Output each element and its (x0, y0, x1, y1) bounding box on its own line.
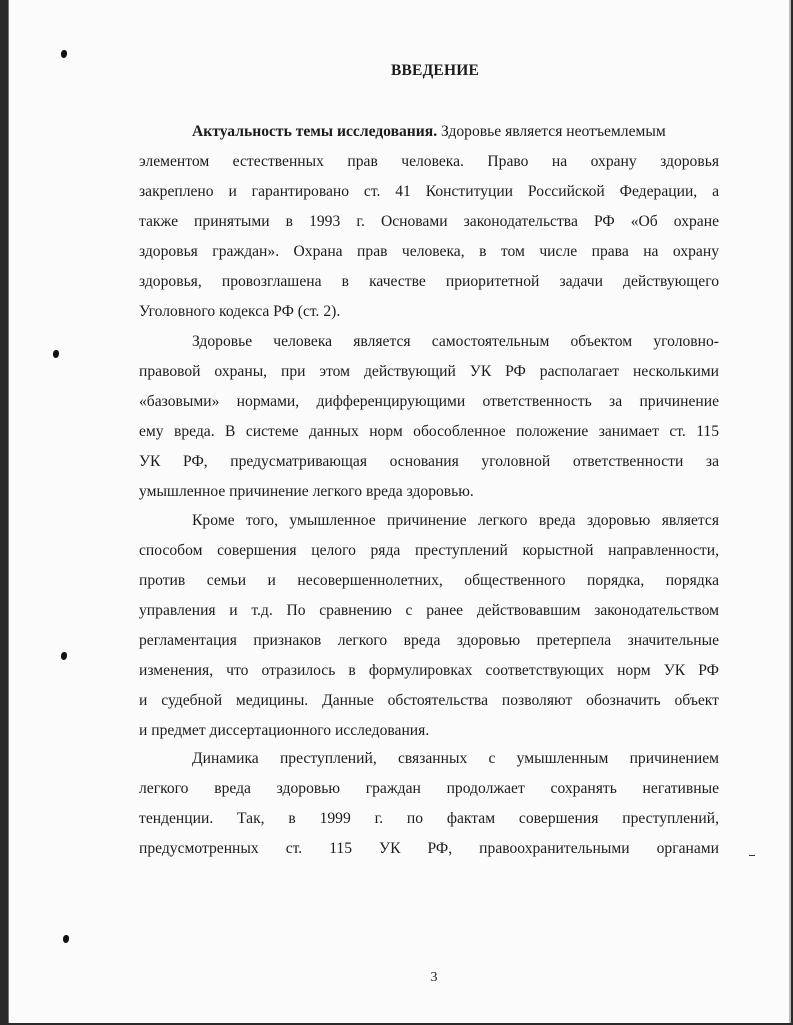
page-number: 3 (430, 970, 438, 985)
scan-mark (749, 855, 755, 856)
text-line: «базовыми» нормами, дифференцирующими ответственность за причинение (139, 393, 719, 410)
text-line: и предмет диссертационного исследования. (139, 722, 430, 739)
text-line: здоровья граждан». Охрана прав человека, в том числе права на охрану (139, 243, 719, 260)
paragraph-2 (139, 327, 719, 507)
paragraph-3 (139, 506, 719, 746)
text-line: способом совершения целого ряда преступлений корыстной направленности, (139, 542, 719, 559)
text-line: Актуальность темы исследования. Здоровье является неотъемлемым (192, 123, 666, 140)
scan-speck (63, 935, 69, 943)
text-line: ему вреда. В системе данных норм обособленное положение занимает ст. 115 (139, 423, 719, 440)
text-line: Динамика преступлений, связанных с умышленным причинением (192, 750, 719, 767)
text-line: против семьи и несовершеннолетних, общественного порядка, порядка (139, 572, 719, 589)
lead-bold: Актуальность темы исследования. (192, 123, 438, 140)
text-line: правовой охраны, при этом действующий УК РФ располагает несколькими (139, 363, 719, 380)
text-line: и судебной медицины. Данные обстоятельства позволяют обозначить объект (139, 692, 719, 709)
text-line: закреплено и гарантировано ст. 41 Конституции Российской Федерации, а (139, 183, 719, 200)
scan-speck (61, 652, 67, 660)
text-line: Кроме того, умышленное причинение легкого вреда здоровью является (192, 512, 719, 529)
page-edge (789, 0, 791, 1023)
text-line: управления и т.д. По сравнению с ранее действовавшим законодательством (139, 602, 719, 619)
text-line: также принятыми в 1993 г. Основами законодательства РФ «Об охране (139, 213, 719, 230)
document-title: ВВЕДЕНИЕ (390, 62, 480, 79)
paragraph-4 (139, 744, 719, 864)
text-line: УК РФ, предусматривающая основания уголовной ответственности за (139, 453, 719, 470)
text-line: регламентация признаков легкого вреда здоровью претерпела значительные (139, 632, 719, 649)
scan-speck (53, 350, 59, 358)
document-page (8, 0, 791, 1023)
text-line: тенденции. Так, в 1999 г. по фактам совершения преступлений, (139, 810, 719, 827)
text-line: умышленное причинение легкого вреда здоровью. (139, 483, 474, 500)
text-line: здоровья, провозглашена в качестве приоритетной задачи действующего (139, 273, 719, 290)
text-line: Уголовного кодекса РФ (ст. 2). (139, 303, 341, 320)
text-line: легкого вреда здоровью граждан продолжает сохранять негативные (139, 780, 719, 797)
text-line: элементом естественных прав человека. Право на охрану здоровья (139, 153, 719, 170)
text-line: изменения, что отразилось в формулировках соответствующих норм УК РФ (139, 662, 719, 679)
text-line: предусмотренных ст. 115 УК РФ, правоохранительными органами (139, 840, 719, 857)
text-line: Здоровье человека является самостоятельным объектом уголовно- (192, 333, 719, 350)
paragraph-1 (139, 117, 719, 327)
scan-speck (61, 50, 67, 58)
